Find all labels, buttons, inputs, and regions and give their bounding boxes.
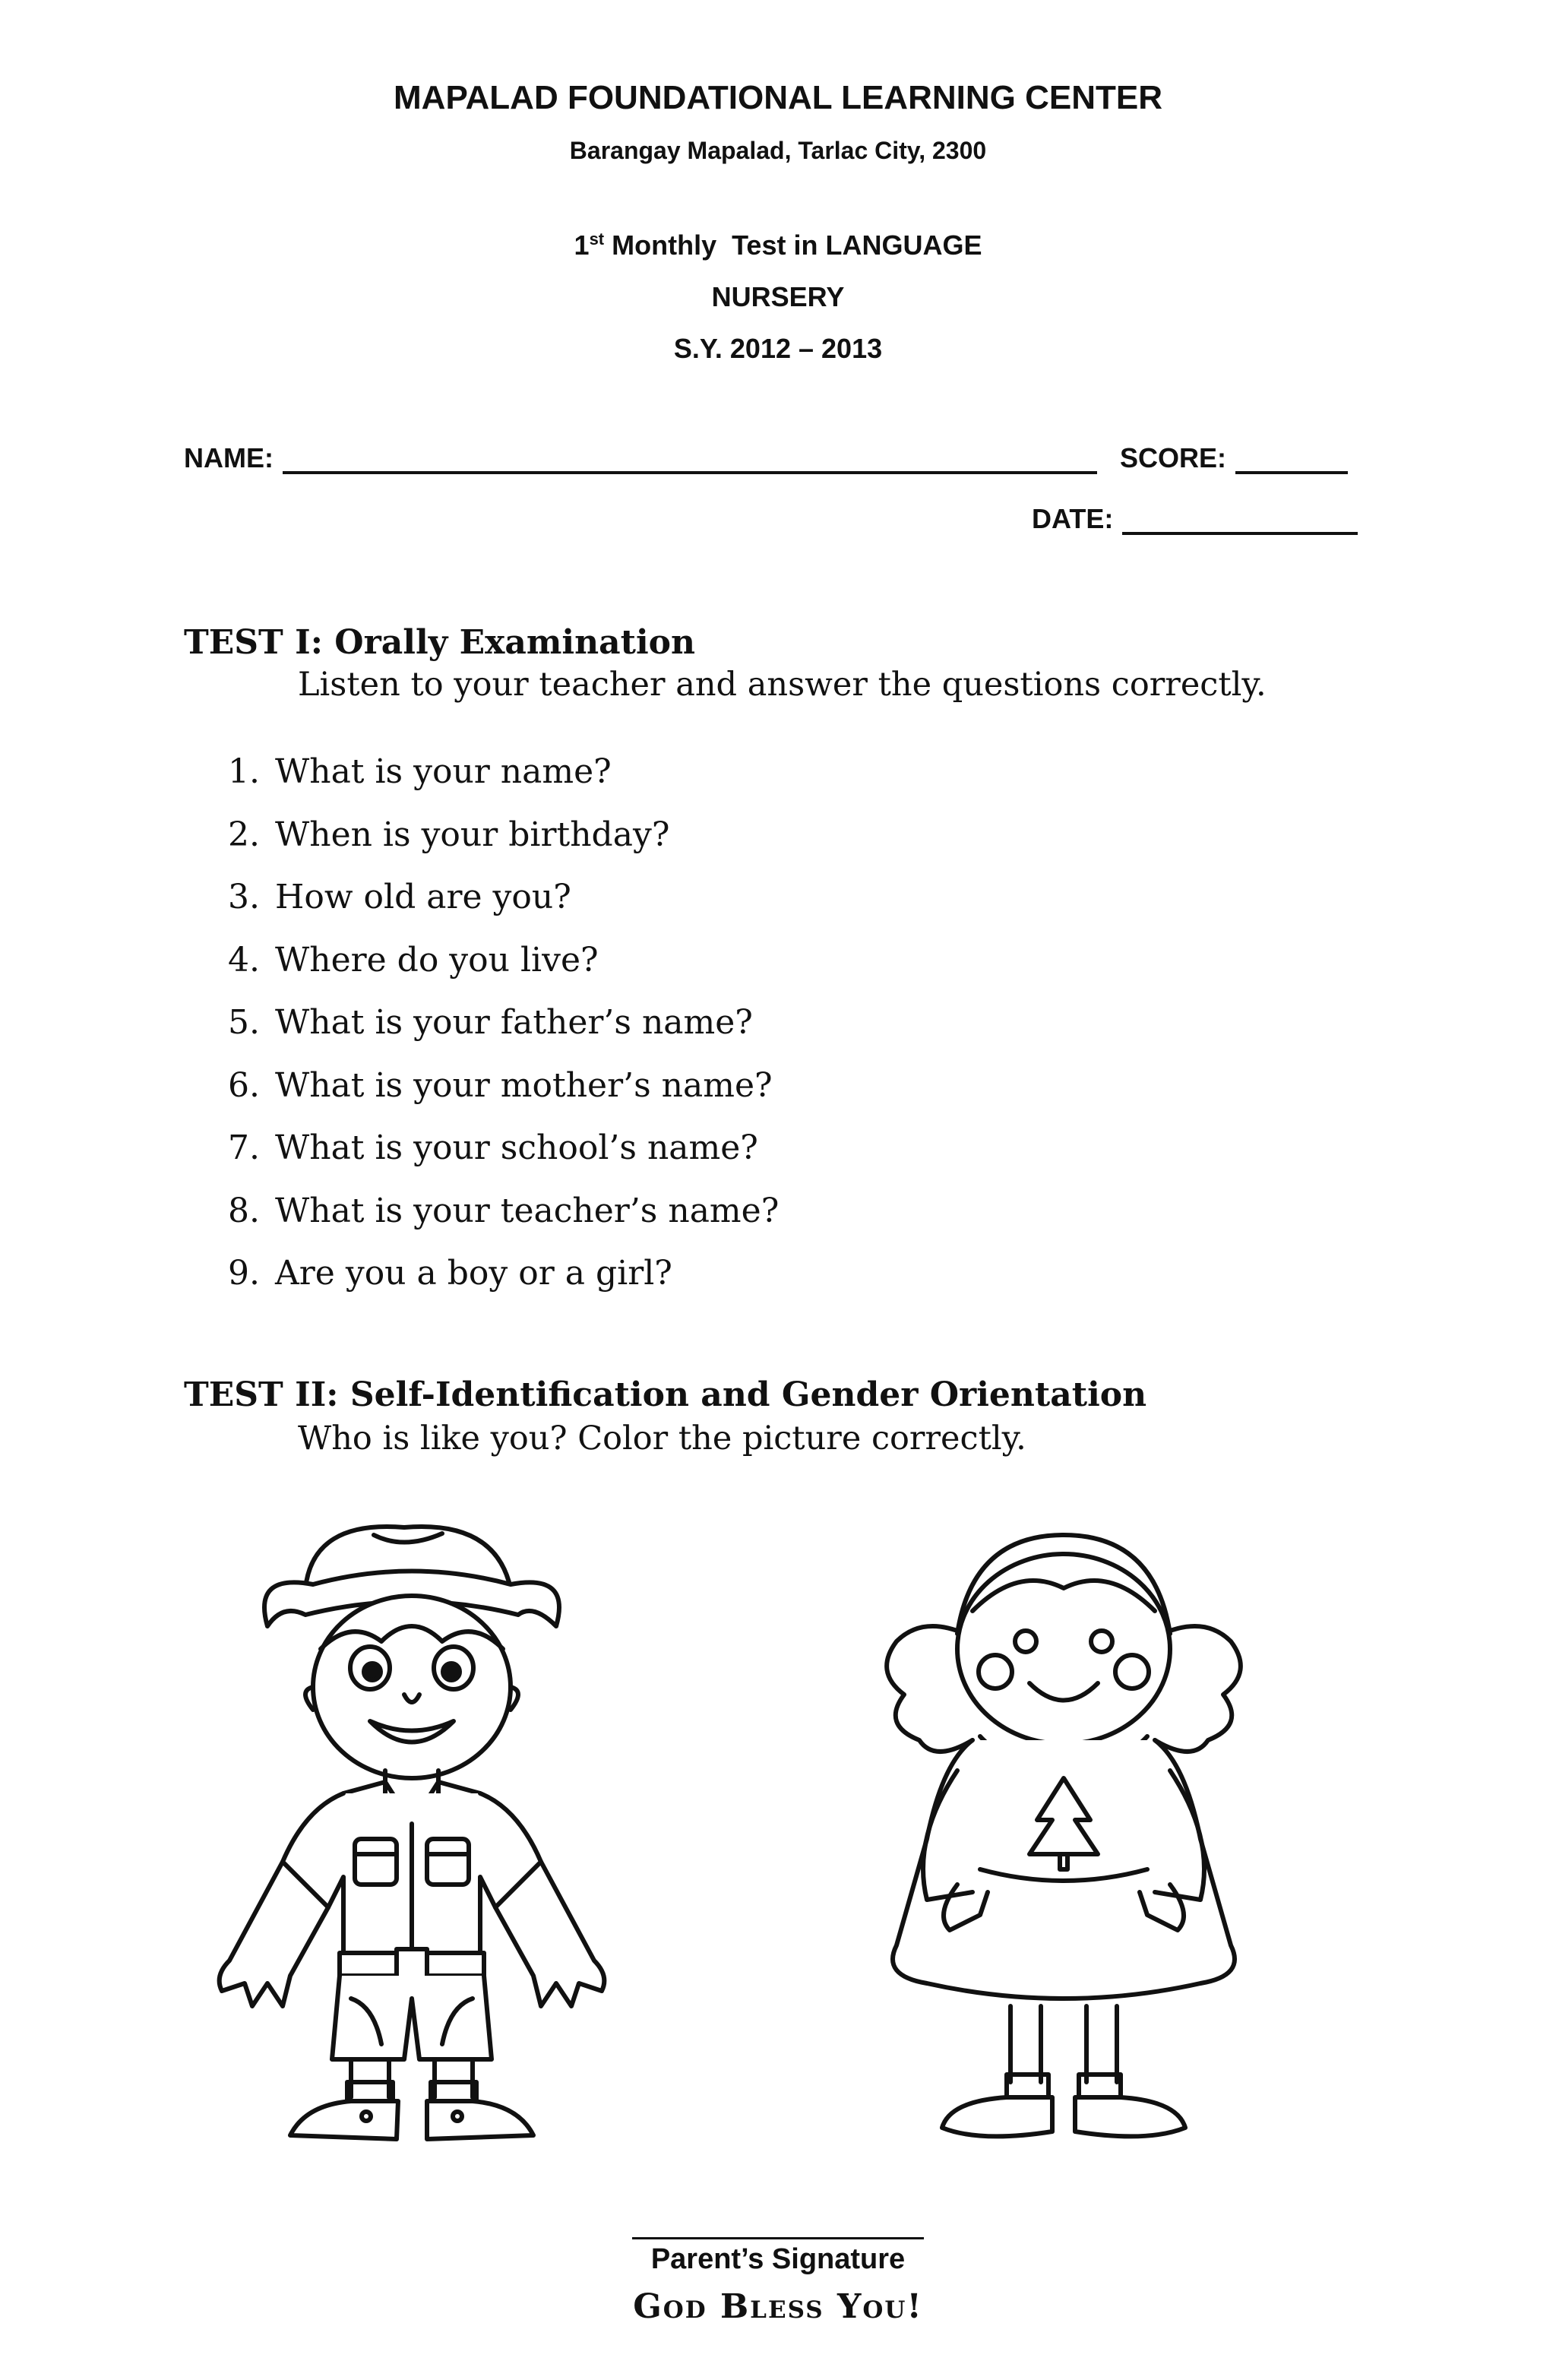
test-ordinal: 1	[574, 229, 590, 261]
question-number: 7.	[228, 1128, 260, 1167]
test-name: Monthly Test in LANGUAGE	[612, 229, 982, 261]
question-text: What is your father’s name?	[275, 1003, 753, 1042]
test2-heading: TEST II: Self-Identification and Gender Orientation	[184, 1375, 1147, 1414]
question-item	[228, 1124, 779, 1187]
test-title	[0, 229, 1556, 261]
question-number: 5.	[228, 1003, 260, 1042]
question-item	[228, 811, 779, 874]
question-item	[228, 999, 779, 1062]
question-text: How old are you?	[275, 878, 571, 916]
question-number: 3.	[228, 878, 260, 916]
question-number: 1.	[228, 752, 260, 791]
question-list	[228, 748, 779, 1312]
name-score-row	[184, 442, 1348, 474]
score-label: SCORE:	[1119, 442, 1226, 473]
test1-instruction: Listen to your teacher and answer the questions correctly.	[298, 666, 1267, 704]
date-row	[1032, 503, 1358, 535]
date-field[interactable]	[1122, 506, 1358, 535]
test1-heading: TEST I: Orally Examination	[184, 623, 696, 662]
question-item	[228, 873, 779, 936]
test2-instruction: Who is like you? Color the picture correctly.	[298, 1419, 1026, 1457]
date-label: DATE:	[1032, 503, 1114, 534]
question-item	[228, 1062, 779, 1125]
question-item	[228, 1249, 779, 1312]
test-ordinal-suffix: st	[589, 229, 605, 248]
question-number: 6.	[228, 1065, 260, 1105]
boy-picture[interactable]	[199, 1512, 625, 2151]
score-field[interactable]	[1235, 445, 1348, 474]
question-text: What is your school’s name?	[275, 1128, 758, 1167]
question-text: When is your birthday?	[275, 815, 670, 854]
question-text: What is your name?	[275, 752, 612, 791]
girl-picture[interactable]	[866, 1520, 1261, 2151]
signature-line[interactable]	[632, 2237, 924, 2239]
question-number: 8.	[228, 1191, 260, 1230]
school-name: MAPALAD FOUNDATIONAL LEARNING CENTER	[394, 79, 1162, 116]
question-text: Are you a boy or a girl?	[275, 1254, 672, 1293]
school-year: S.Y. 2012 – 2013	[673, 333, 883, 364]
parent-signature-label: Parent’s Signature	[650, 2243, 906, 2275]
name-field[interactable]	[283, 445, 1097, 474]
question-item	[228, 748, 779, 811]
closing-text: God Bless You!	[633, 2287, 923, 2326]
question-text: What is your mother’s name?	[275, 1065, 773, 1105]
name-label: NAME:	[184, 442, 274, 473]
question-text: What is your teacher’s name?	[275, 1191, 780, 1230]
school-address: Barangay Mapalad, Tarlac City, 2300	[569, 137, 987, 164]
question-item	[228, 936, 779, 999]
question-number: 2.	[228, 815, 260, 854]
question-text: Where do you live?	[275, 940, 599, 980]
question-number: 9.	[228, 1254, 260, 1293]
question-item	[228, 1187, 779, 1250]
question-number: 4.	[228, 940, 260, 980]
grade-level: NURSERY	[711, 281, 845, 312]
